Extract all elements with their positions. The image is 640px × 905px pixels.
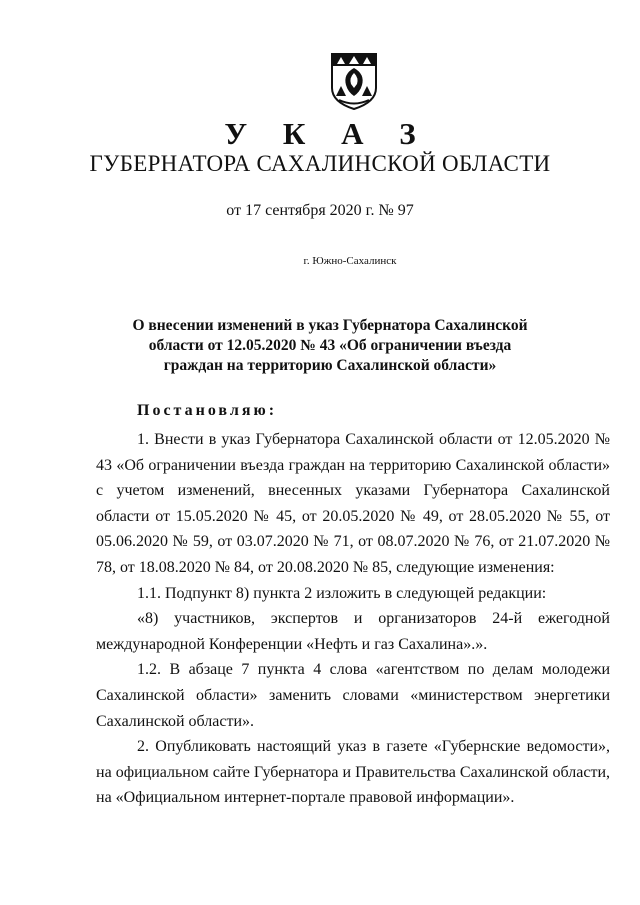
- body-paragraph: «8) участников, экспертов и организаторов 24-й ежегодной международной Конференции «Нефть и газ Сахалина».».: [96, 610, 610, 653]
- subject-line: области от 12.05.2020 № 43 «Об ограничении въезда: [148, 337, 512, 354]
- subject-line: граждан на территорию Сахалинской области»: [163, 357, 497, 374]
- decree-word: Постановляю:: [137, 402, 278, 419]
- sakhalin-coat-of-arms-icon: [329, 52, 379, 110]
- decree-title: У К А З: [224, 116, 430, 151]
- decree-body: [96, 427, 610, 811]
- issue-city: г. Южно-Сахалинск: [303, 255, 397, 267]
- body-paragraph: 1.2. В абзаце 7 пункта 4 слова «агентством по делам молодежи Сахалинской области» заменить словами «министерством энергетики Сахалинской области».: [96, 661, 610, 730]
- subject-line: О внесении изменений в указ Губернатора Сахалинской: [132, 317, 528, 334]
- decree-subject: [100, 316, 560, 376]
- body-paragraph: 1.1. Подпункт 8) пункта 2 изложить в следующей редакции:: [137, 584, 547, 602]
- body-paragraph: 1. Внести в указ Губернатора Сахалинской области от 12.05.2020 № 43 «Об ограничении въезда граждан на территорию Сахалинской области» с учетом изменений, внесенных указами Губернатора Сахалинской области от 15.05.2020 № 45, от 20.05.2020 № 49, от 28.05.2020 № 55, от 05.06.2020 № 59, от 03.07.2020 № 71, от 08.07.2020 № 76, от 21.07.2020 № 78, от 18.08.2020 № 84, от 20.08.2020 № 85, следующие изменения:: [96, 431, 610, 576]
- body-paragraph: 2. Опубликовать настоящий указ в газете «Губернские ведомости», на официальном сайте Губернатора и Правительства Сахалинской области, на «Официальном интернет-портале правовой информации».: [96, 738, 610, 807]
- issuer-title: ГУБЕРНАТОРА САХАЛИНСКОЙ ОБЛАСТИ: [89, 151, 551, 176]
- decree-date-number: от 17 сентября 2020 г. № 97: [226, 202, 414, 219]
